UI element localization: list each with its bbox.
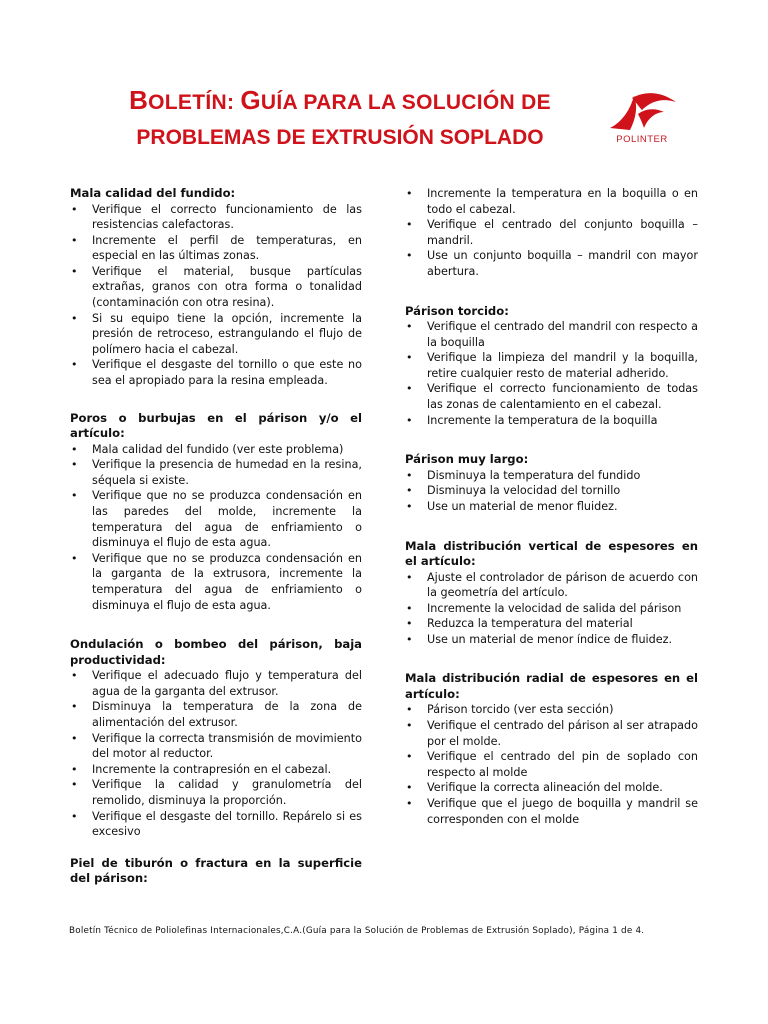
list-item: • Incremente la contrapresión en el cabezal. xyxy=(70,762,362,778)
list-item: • Incremente el perfil de temperaturas, en especial en las últimas zonas. xyxy=(70,233,362,264)
page-footer: Boletín Técnico de Poliolefinas Internacionales,C.A.(Guía para la Solución de Problemas de Extrusión Soplado), Página 1 de 4. xyxy=(69,926,645,936)
section-ondulacion-bombeo xyxy=(70,637,362,840)
list-item: • Verifique el centrado del pin de soplado con respecto al molde xyxy=(405,749,698,780)
title-initial-b: B xyxy=(129,85,149,115)
bullet-list xyxy=(405,702,698,827)
section-title: Mala distribución radial de espesores en el artículo: xyxy=(405,671,698,701)
spacer xyxy=(405,515,698,539)
list-item: • Ajuste el controlador de párison de acuerdo con la geometría del artículo. xyxy=(405,570,698,601)
title-colon: : xyxy=(226,91,241,114)
list-item: • Verifique que no se produzca condensación en las paredes del molde, incremente la temperatura del agua de enfriamiento o disminuya el flujo de esta agua. xyxy=(70,488,362,550)
list-item: • Incremente la temperatura de la boquilla xyxy=(405,413,698,429)
section-title: Mala distribución vertical de espesores en el artículo: xyxy=(405,538,698,568)
right-column xyxy=(405,186,698,827)
title-word-boletin: OLETÍN xyxy=(148,91,227,114)
spacer xyxy=(405,647,698,671)
list-item: • Use un material de menor fluidez. xyxy=(405,499,698,515)
spacer xyxy=(70,613,362,637)
list-item: • Verifique el centrado del mandril con respecto a la boquilla xyxy=(405,319,698,350)
list-item: • Use un material de menor índice de fluidez. xyxy=(405,632,698,648)
section-distribucion-radial xyxy=(405,671,698,827)
title-rest-line-1: UÍA PARA LA SOLUCIÓN DE xyxy=(260,91,551,114)
section-parison-muy-largo xyxy=(405,452,698,514)
list-item: • Mala calidad del fundido (ver este problema) xyxy=(70,442,362,458)
list-item: • Verifique el centrado del párison al ser atrapado por el molde. xyxy=(405,718,698,749)
section-title: Párison muy largo: xyxy=(405,452,529,467)
list-item: • Si su equipo tiene la opción, incremente la presión de retroceso, estrangulando el flujo de polímero hacia el cabezal. xyxy=(70,311,362,358)
spacer xyxy=(70,840,362,856)
section-distribucion-vertical xyxy=(405,539,698,648)
page-title xyxy=(60,85,620,153)
section-title: Mala calidad del fundido: xyxy=(70,186,236,200)
list-item: • Verifique el correcto funcionamiento de todas las zonas de calentamiento en el cabezal. xyxy=(405,381,698,412)
spacer xyxy=(405,280,698,304)
list-item: • Disminuya la velocidad del tornillo xyxy=(405,483,698,499)
bullet-list xyxy=(70,668,362,840)
list-item: • Incremente la velocidad de salida del párison xyxy=(405,601,698,617)
list-item: • Verifique el adecuado flujo y temperatura del agua de la garganta del extrusor. xyxy=(70,668,362,699)
bullet-list xyxy=(70,442,362,614)
section-title: Poros o burbujas en el párison y/o el artículo: xyxy=(70,410,362,441)
left-column xyxy=(70,186,362,887)
polinter-logo-icon xyxy=(602,88,682,134)
bullet-list xyxy=(405,468,698,515)
section-mala-calidad-fundido xyxy=(70,186,362,389)
bullet-list xyxy=(405,570,698,648)
section-poros-burbujas xyxy=(70,411,362,614)
bullet-list xyxy=(70,202,362,389)
list-item: • Use un conjunto boquilla – mandril con mayor abertura. xyxy=(405,248,698,279)
list-item: • Verifique el material, busque partículas extrañas, granos con otra forma o tonalidad (contaminación con otra resina). xyxy=(70,264,362,311)
title-initial-g: G xyxy=(240,85,261,115)
list-item: • Verifique la correcta transmisión de movimiento del motor al reductor. xyxy=(70,731,362,762)
section-title: Párison torcido: xyxy=(405,303,509,318)
section-parison-torcido xyxy=(405,304,698,429)
list-item: • Verifique la correcta alineación del molde. xyxy=(405,780,698,796)
spacer xyxy=(405,428,698,452)
list-item: • Reduzca la temperatura del material xyxy=(405,616,698,632)
polinter-logo xyxy=(602,88,682,152)
list-item: • Verifique que no se produzca condensación en la garganta de la extrusora, incremente la temperatura del agua de enfriamiento o disminuya el flujo de esta agua. xyxy=(70,551,362,613)
list-item: • Verifique la presencia de humedad en la resina, séquela si existe. xyxy=(70,457,362,488)
list-item: • Párison torcido (ver esta sección) xyxy=(405,702,698,718)
list-item: • Verifique que el juego de boquilla y mandril se corresponden con el molde xyxy=(405,796,698,827)
list-item: • Verifique el centrado del conjunto boquilla – mandril. xyxy=(405,217,698,248)
section-title: Ondulación o bombeo del párison, baja productividad: xyxy=(70,637,362,667)
bullet-list xyxy=(405,186,698,280)
list-item: • Verifique la calidad y granulometría del remolido, disminuya la proporción. xyxy=(70,777,362,808)
list-item: • Incremente la temperatura en la boquilla o en todo el cabezal. xyxy=(405,186,698,217)
bullet-list xyxy=(405,319,698,428)
list-item: • Disminuya la temperatura de la zona de alimentación del extrusor. xyxy=(70,699,362,730)
list-item: • Verifique el correcto funcionamiento de las resistencias calefactoras. xyxy=(70,202,362,233)
header xyxy=(0,0,768,170)
list-item: • Disminuya la temperatura del fundido xyxy=(405,468,698,484)
title-line-2: PROBLEMAS DE EXTRUSIÓN SOPLADO xyxy=(136,126,544,149)
section-title: Piel de tiburón o fractura en la superficie del párison: xyxy=(70,855,362,886)
list-item: • Verifique el desgaste del tornillo. Repárelo si es excesivo xyxy=(70,809,362,840)
title-line-1 xyxy=(60,85,620,118)
section-piel-tiburon-continued xyxy=(405,186,698,280)
logo-text: POLINTER xyxy=(616,134,668,145)
spacer xyxy=(70,389,362,411)
list-item: • Verifique la limpieza del mandril y la boquilla, retire cualquier resto de material adherido. xyxy=(405,350,698,381)
section-piel-tiburon xyxy=(70,856,362,887)
list-item: • Verifique el desgaste del tornillo o que este no sea el apropiado para la resina empleada. xyxy=(70,357,362,388)
